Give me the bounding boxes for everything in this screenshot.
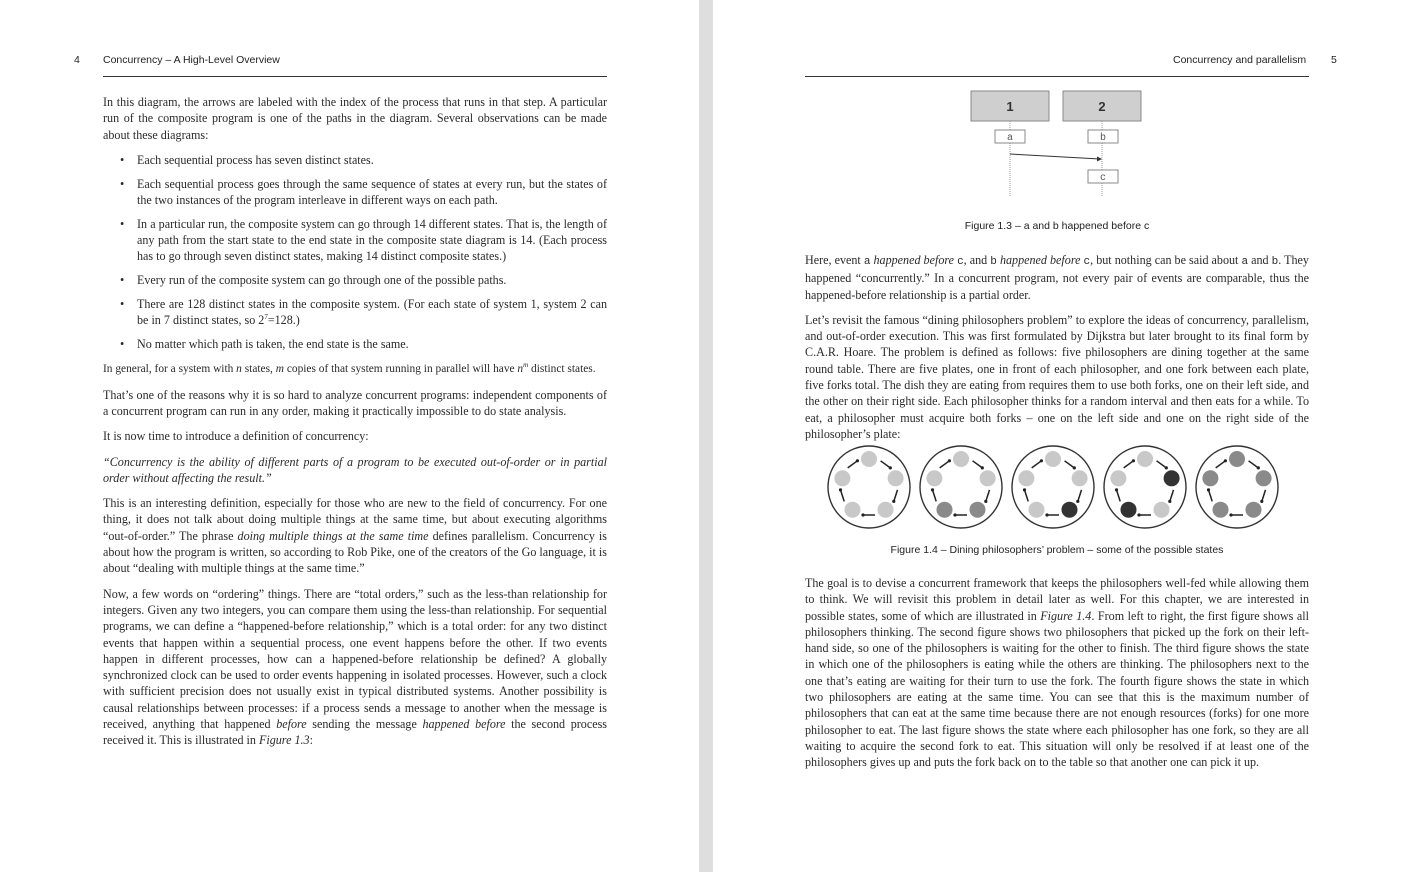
list-item: • Each sequential process has seven distinct states. (137, 152, 607, 168)
general-paragraph: In general, for a system with n states, m copies of that system running in parallel will have $n^m$ distinct states. (103, 361, 596, 376)
message-arrowhead (1097, 157, 1102, 162)
plate (845, 502, 861, 518)
intro-paragraph: In this diagram, the arrows are labeled with the index of the process that runs in that step. A particular run of the composite program is one of the paths in the diagram. Several observations can be made about these diagrams: (103, 95, 607, 142)
observations-list (103, 152, 607, 352)
list-item: • In a particular run, the composite system can go through 14 different states. That is, the length of any path from the start state to the end state in the composite state diagram is 14. (Each process has to go through seven distinct states, making 14 distinct composite states.) (137, 216, 607, 265)
plate (970, 502, 986, 518)
plate (1202, 470, 1218, 486)
plate (1154, 502, 1170, 518)
ordering-paragraph: Now, a few words on “ordering” things. There are “total orders,” such as the less-than relationship for integers. Given any two integers, you can compare them using the less-than relationship. For sequential programs, we can define a “happened-before relationship,” which is a total order: for any two distinct events that happen within a sequential process, one event happens before the other. If two events happen in different processes, how can a happened-before relationship be defined? A globally synchronized clock can be used to order events happening in isolated processes. However, such a clock with sufficient precision does not usually exist in typical distributed systems. Another possibility is causal relationships between processes: if a process sends a message to another when the message is received, anything that happened before sending the message happened before the second process received it. This is illustrated in Figure 1.3: (103, 586, 607, 748)
dining-philosophers-paragraph: Let’s revisit the famous “dining philosophers problem” to explore the ideas of concurrency, parallelism, and out-of-order execution. This was first formulated by Dijkstra but later brought to its final form by C.A.R. Hoare. The problem is defined as follows: five philosophers are dining together at the same round table. There are five plates, one in front of each philosopher, and one fork between each plate, five forks total. The dish they are eating from requires them to use both forks, one on their left side, and the other on their right side. Each philosopher thinks for a random interval and then eats for a while. To eat, a philosopher must acquire both forks – one on the left side and one on the right side of the philosopher’s plate: (805, 312, 1309, 441)
page-gutter (699, 0, 713, 872)
fork-tip (948, 459, 951, 462)
plate (1246, 502, 1262, 518)
goal-paragraph: The goal is to devise a concurrent framework that keeps the philosophers well-fed while allowing them to think. We will revisit this problem in detail later as well. For this chapter, we are interested in possible states, some of which are illustrated in Figure 1.4. From left to right, the first figure shows all philosophers thinking. The second figure shows two philosophers that picked up the fork on their left-hand side, so one of the philosophers is waiting for the other to finish. The third figure shows the state in which one of the philosophers is eating while the others are thinking. The philosophers next to the one that’s eating are waiting for their turn to use the fork. The fourth figure shows the state in which two philosophers are eating at the same time. You can see that this is the maximum number of philosophers that can eat at the same time because there are not enough resources (forks) for one more philosopher to eat. The last figure shows the state where each philosopher has one fork, so they are all waiting to acquire the second fork to eat. This situation will only be resolved if at least one of the philosophers gives up and puts the fork back on to the table so that another one can pick it up. (805, 576, 1309, 770)
event-b-label: b (1099, 133, 1107, 144)
figure-1-4-caption: Figure 1.4 – Dining philosophers’ problem – some of the possible states (890, 544, 1224, 556)
plate (1256, 470, 1272, 486)
fork-tip (861, 513, 864, 516)
plate (1137, 451, 1153, 467)
plate (878, 502, 894, 518)
plate (926, 470, 942, 486)
page-number: 4 (74, 54, 80, 66)
fork-tip (889, 466, 892, 469)
figure-1-3-happened-before-diagram (963, 88, 1163, 200)
page-number: 5 (1331, 54, 1337, 66)
plate (1229, 451, 1245, 467)
fork-tip (1229, 513, 1232, 516)
fork-tip (931, 488, 934, 491)
plate (861, 451, 877, 467)
definition-quote: “Concurrency is the ability of different parts of a program to be executed out-of-order or in partial order without affecting the result.” (103, 454, 607, 485)
plate (980, 470, 996, 486)
list-item: • There are 128 distinct states in the composite system. (For each state of system 1, system 2 can be in 7 distinct states, so $2^7=128$.) (137, 296, 607, 329)
message-arrow (1010, 154, 1100, 159)
header-rule (103, 76, 607, 77)
right-body-text-top (805, 252, 1309, 451)
fork-tip (1132, 459, 1135, 462)
fork-tip (1076, 500, 1079, 503)
list-item: • No matter which path is taken, the end state is the same. (137, 336, 607, 352)
fork-tip (981, 466, 984, 469)
fork-tip (1073, 466, 1076, 469)
fork-tip (1045, 513, 1048, 516)
table-state-4 (1104, 446, 1186, 528)
plate (1213, 502, 1229, 518)
event-a-label: a (1006, 133, 1014, 144)
event-c-label: c (1099, 173, 1107, 184)
plate (1062, 502, 1078, 518)
running-head: Concurrency – A High-Level Overview (103, 54, 280, 66)
fork-tip (1207, 488, 1210, 491)
fork-tip (1165, 466, 1168, 469)
fork-tip (1040, 459, 1043, 462)
plate (1018, 470, 1034, 486)
running-head: Concurrency and parallelism (1173, 54, 1307, 66)
table-state-2 (920, 446, 1002, 528)
list-item: • Each sequential process goes through the same sequence of states at every run, but the states of the two instances of the program interleave in different ways on each path. (137, 176, 607, 209)
fork-tip (892, 500, 895, 503)
table-state-1 (828, 446, 910, 528)
fork-tip (1168, 500, 1171, 503)
fork-tip (1137, 513, 1140, 516)
plate (1110, 470, 1126, 486)
right-body-text-bottom (805, 575, 1309, 780)
fork-tip (984, 500, 987, 503)
fork-tip (839, 488, 842, 491)
plate (1121, 502, 1137, 518)
plate (888, 470, 904, 486)
plate (1072, 470, 1088, 486)
right-page (713, 0, 1413, 872)
definition-paragraph: This is an interesting definition, especially for those who are new to the field of concurrency. For one thing, it does not talk about doing multiple things at the same time, but about executing algorithms “out-of-order.” The phrase doing multiple things at the same time defines parallelism. Concurrency is about how the program is written, so according to Rob Pike, one of the creators of the Go language, it is about “dealing with multiple things at the same time.” (103, 496, 607, 576)
fork-tip (856, 459, 859, 462)
definition-intro: It is now time to introduce a definition of concurrency: (103, 429, 369, 444)
plate (1164, 470, 1180, 486)
fork-tip (1023, 488, 1026, 491)
process-2-label: 2 (1098, 99, 1106, 114)
list-item: • Every run of the composite system can go through one of the possible paths. (137, 272, 607, 288)
table-state-5 (1196, 446, 1278, 528)
left-body-text (103, 94, 607, 758)
header-rule (805, 76, 1309, 77)
plate (1029, 502, 1045, 518)
table-state-3 (1012, 446, 1094, 528)
plate (834, 470, 850, 486)
plate (953, 451, 969, 467)
fork-tip (1115, 488, 1118, 491)
fork-tip (1257, 466, 1260, 469)
plate (1045, 451, 1061, 467)
reasons-paragraph: That’s one of the reasons why it is so hard to analyze concurrent programs: independent components of a concurrent program can run in any order, making it practically impossible to do state analysis. (103, 387, 607, 418)
fork-tip (1260, 500, 1263, 503)
happened-before-paragraph: Here, event a happened before c, and b happened before c, but nothing can be said about a and b. They happened “concurrently.” In a concurrent program, not every pair of events are comparable, thus the happened-before relationship is a partial order. (805, 253, 1309, 302)
process-1-label: 1 (1006, 99, 1014, 114)
figure-1-3-caption: Figure 1.3 – a and b happened before c (964, 220, 1150, 232)
fork-tip (953, 513, 956, 516)
fork-tip (1224, 459, 1227, 462)
figure-1-4-dining-philosophers (827, 445, 1287, 535)
plate (937, 502, 953, 518)
left-page (0, 0, 699, 872)
